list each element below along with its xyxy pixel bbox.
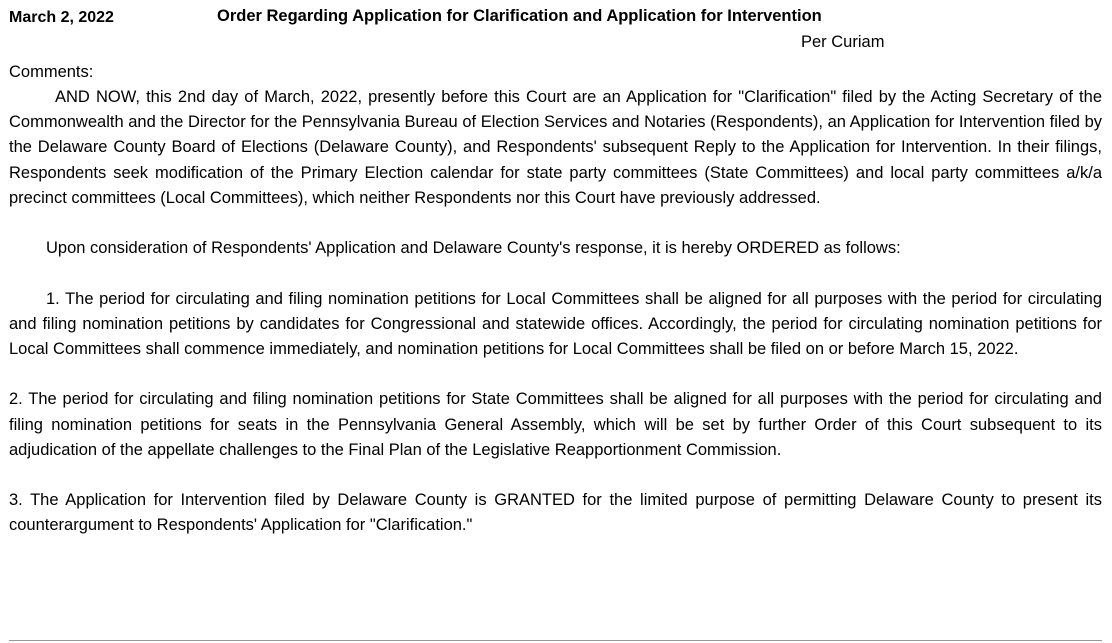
document-header <box>9 0 1102 60</box>
paragraph-item-2: 2. The period for circulating and filing nomination petitions for State Committees shall be aligned for all purposes with the period for circulating and filing nomination petitions for seats in the Pennsylvania General Assembly, which will be set by further Order of this Court subsequent to its adjudication of the appellate challenges to the Final Plan of the Legislative Reapportionment Commission. <box>9 390 1102 459</box>
paragraph-item-3: 3. The Application for Intervention filed by Delaware County is GRANTED for the limited purpose of permitting Delaware County to present its counterargument to Respondents' Application for "Clarification." <box>9 491 1102 535</box>
paragraph-intro: AND NOW, this 2nd day of March, 2022, presently before this Court are an Application for "Clarification" filed by the Acting Secretary of the Commonwealth and the Director for the Pennsylvania Bureau of Election Services and Notaries (Respondents), an Application for Intervention filed by the Delaware County Board of Elections (Delaware County), and Respondents' subsequent Reply to the Application for Intervention. In their filings, Respondents seek modification of the Primary Election calendar for state party committees (State Committees) and local party committees a/k/a precinct committees (Local Committees), which neither Respondents nor this Court have previously addressed. <box>9 88 1102 207</box>
order-document <box>9 0 1102 535</box>
order-body <box>9 85 1102 564</box>
comments-label: Comments: <box>9 63 94 81</box>
order-author: Per Curiam <box>801 33 885 51</box>
order-date: March 2, 2022 <box>9 9 114 26</box>
paragraph-item-1: 1. The period for circulating and filing nomination petitions for Local Committees shall be aligned for all purposes with the period for circulating and filing nomination petitions by candidates for Congressional and statewide offices. Accordingly, the period for circulating nomination petitions for Local Committees shall commence immediately, and nomination petitions for Local Committees shall be filed on or before March 15, 2022. <box>9 289 1102 358</box>
bottom-divider <box>9 640 1102 641</box>
order-title: Order Regarding Application for Clarification and Application for Intervention <box>217 7 822 25</box>
paragraph-order-preamble: Upon consideration of Respondents' Application and Delaware County's response, it is hereby ORDERED as follows: <box>46 239 901 258</box>
